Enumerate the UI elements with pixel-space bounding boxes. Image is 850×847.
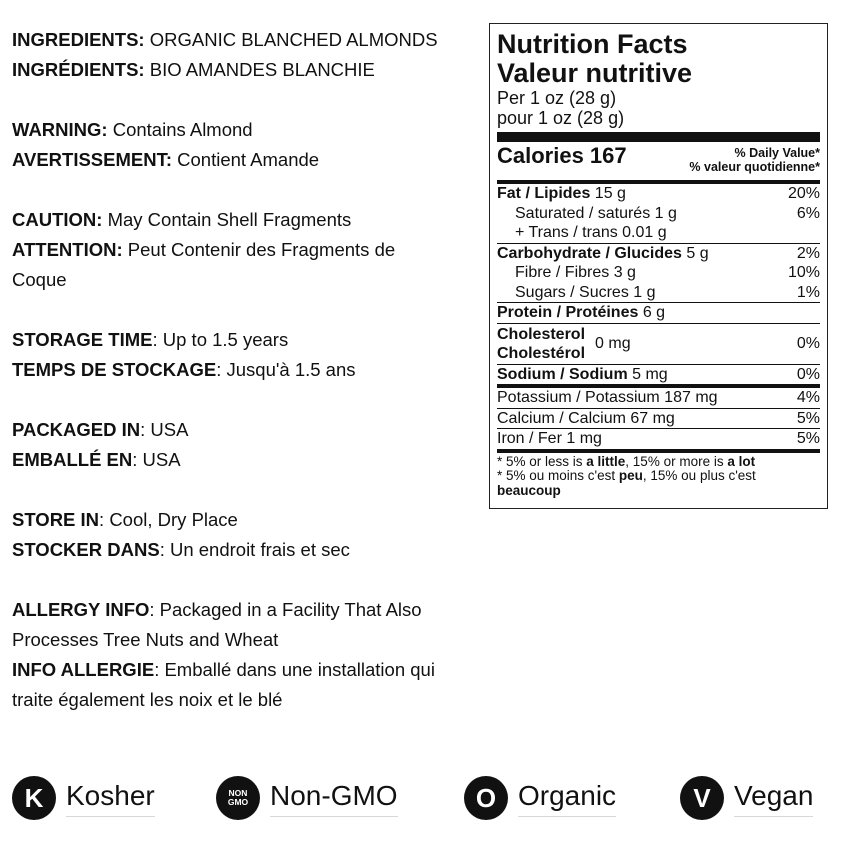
caution-text: May Contain Shell Fragments [107,209,352,230]
ingredients-line [12,25,482,55]
store-fr-line [12,535,482,565]
warning-text: Contains Almond [112,119,253,140]
allergy-label: ALLERGY INFO [12,599,150,620]
storage-time-fr-line [12,355,482,385]
carb-row [497,244,820,264]
store-fr-text: : Un endroit frais et sec [159,539,350,560]
caution-fr-text: Peut Contenir des Fragments de Coque [12,239,396,290]
cholesterol-amount: 0 mg [595,335,631,352]
carb-amount: 5 g [686,244,709,262]
calories-row [497,142,820,180]
sodium-row [497,365,820,385]
storage-time-text: : Up to 1.5 years [152,329,289,350]
storage-time-fr-label: TEMPS DE STOCKAGE [12,359,217,380]
thick-divider [497,132,820,142]
daily-value-header [689,143,820,174]
caution-line [12,205,482,235]
iron-label: Iron / Fer 1 mg [497,430,602,447]
cholesterol-en: Cholesterol [497,325,586,343]
vegan-label: Vegan [734,780,813,817]
organic-icon: O [464,776,508,820]
calcium-label: Calcium / Calcium 67 mg [497,409,675,427]
nutrition-title-en: Nutrition Facts [497,29,688,59]
sugars-pct: 1% [796,283,820,301]
warning-fr-label: AVERTISSEMENT: [12,149,173,170]
calories-label: Calories 167 [497,143,627,168]
ingredients-section [12,25,482,85]
kosher-badge [12,770,155,826]
footnote [497,453,820,499]
sodium-pct: 0% [796,365,820,383]
store-line [12,505,482,535]
nutrition-facts-table [489,23,828,509]
vegan-icon: V [680,776,724,820]
kosher-label: Kosher [66,780,155,817]
caution-label: CAUTION: [12,209,103,230]
cholesterol-row [497,324,820,364]
caution-fr-line [12,235,427,295]
store-section [12,505,482,565]
ingredients-label: INGREDIENTS: [12,29,145,50]
footnote-fr-c: , 15% ou plus c'est [642,468,756,483]
ingredients-fr-line [12,55,482,85]
fat-pct: 20% [787,185,820,202]
allergy-line [12,595,442,655]
packaged-fr-line [12,445,482,475]
storage-time-label: STORAGE TIME [12,329,153,350]
caution-section [12,205,482,295]
product-info [12,25,482,745]
iron-row [497,429,820,449]
warning-fr-line [12,145,482,175]
certification-badges [0,770,850,830]
fat-row [497,184,820,204]
allergy-fr-line [12,655,472,715]
non-gmo-icon [216,776,260,820]
storage-time-fr-text: : Jusqu'à 1.5 ans [216,359,356,380]
organic-label: Organic [518,780,616,817]
potassium-label: Potassium / Potassium 187 mg [497,389,718,406]
footnote-en-a: * 5% or less is [497,453,587,469]
warning-line [12,115,482,145]
ingredients-fr-label: INGRÉDIENTS: [12,59,145,80]
non-gmo-badge [216,770,398,826]
footnote-fr-a: * 5% ou moins c'est [497,468,619,483]
packaged-section [12,415,482,475]
packaged-line [12,415,482,445]
store-fr-label: STOCKER DANS [12,539,160,560]
footnote-fr-b: peu [618,468,643,483]
carb-label: Carbohydrate / Glucides [497,244,682,262]
allergy-section [12,595,482,715]
non-gmo-label: Non-GMO [270,780,398,817]
footnote-fr [497,469,820,498]
allergy-fr-text: : Emballé dans une installation qui traite également les noix et le blé [12,659,435,710]
cholesterol-fr: Cholestérol [497,344,586,362]
protein-amount: 6 g [642,304,666,321]
iron-pct: 5% [796,430,820,447]
fibre-pct: 10% [787,264,820,281]
calcium-pct: 5% [796,409,820,427]
nutrition-title-fr: Valeur nutritive [497,58,693,88]
caution-fr-label: ATTENTION: [12,239,123,260]
ingredients-text: ORGANIC BLANCHED ALMONDS [149,29,438,50]
daily-value-fr: % valeur quotidienne* [689,160,820,174]
serving-size-fr: pour 1 oz (28 g) [497,108,625,128]
fibre-label: Fibre / Fibres 3 g [515,264,636,281]
allergy-text: : Packaged in a Facility That Also Processes Tree Nuts and Wheat [12,599,422,650]
warning-fr-text: Contient Amande [177,149,320,170]
organic-badge [464,770,616,826]
footnote-en-b: a little [586,453,626,469]
trans-row [497,223,820,243]
store-label: STORE IN [12,509,100,530]
daily-value-en: % Daily Value* [734,146,820,160]
footnote-en-d: a lot [727,453,756,469]
saturated-label: Saturated / saturés 1 g [515,204,677,222]
vegan-badge [680,770,813,826]
allergy-fr-label: INFO ALLERGIE [12,659,155,680]
potassium-pct: 4% [796,389,820,406]
saturated-row [497,204,820,224]
warning-section [12,115,482,175]
saturated-pct: 6% [796,204,820,222]
footnote-en [497,455,820,470]
warning-label: WARNING: [12,119,108,140]
store-text: : Cool, Dry Place [99,509,238,530]
protein-label: Protein / Protéines [497,304,639,321]
sodium-label: Sodium / Sodium [497,365,628,383]
kosher-icon: K [12,776,56,820]
packaged-text: : USA [140,419,189,440]
cholesterol-pct: 0% [796,335,820,352]
trans-label: + Trans / trans 0.01 g [515,224,667,241]
serving-size-en: Per 1 oz (28 g) [497,88,617,108]
packaged-fr-label: EMBALLÉ EN [12,449,133,470]
ingredients-fr-text: BIO AMANDES BLANCHIE [149,59,375,80]
carb-pct: 2% [796,244,820,262]
protein-row [497,303,820,323]
fat-label: Fat / Lipides [497,185,591,202]
calcium-row [497,409,820,429]
storage-time-line [12,325,482,355]
fat-amount: 15 g [594,185,626,202]
potassium-row [497,388,820,408]
non-gmo-icon-top: NON [228,788,248,798]
packaged-fr-text: : USA [132,449,181,470]
sodium-amount: 5 mg [632,365,668,383]
non-gmo-icon-bottom: GMO [227,797,249,807]
storage-time-section [12,325,482,385]
packaged-label: PACKAGED IN [12,419,141,440]
footnote-en-c: , 15% or more is [625,453,728,469]
footnote-fr-d: beaucoup [497,482,561,498]
sugars-label: Sugars / Sucres 1 g [515,283,656,301]
fibre-row [497,263,820,283]
sugars-row [497,283,820,303]
